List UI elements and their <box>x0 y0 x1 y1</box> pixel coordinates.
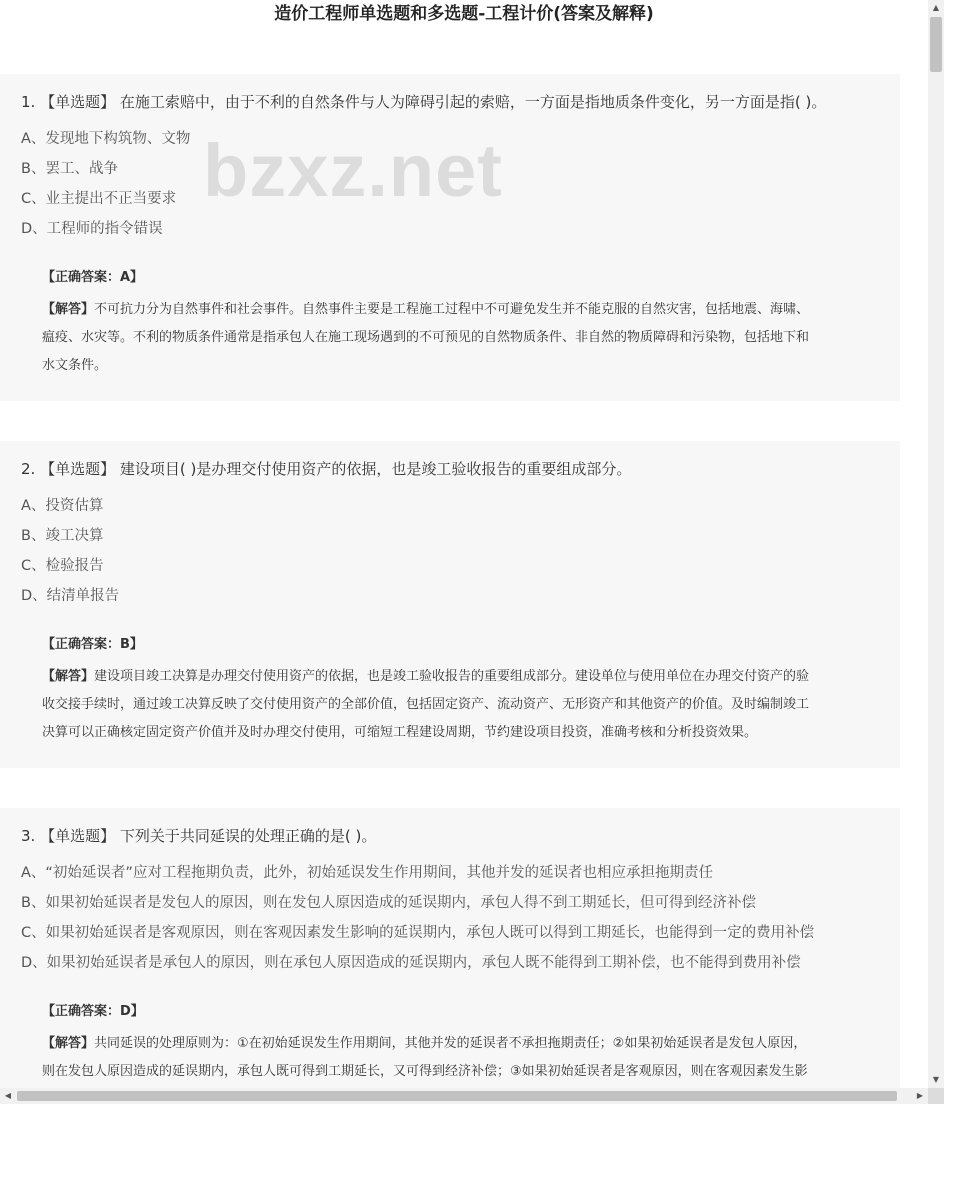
question-header <box>21 458 631 479</box>
explanation-label: 【解答】 <box>42 302 95 317</box>
option-b: B、如果初始延误者是发包人的原因，则在发包人原因造成的延误期内，承包人得不到工期延长，但可得到经济补偿 <box>21 895 756 911</box>
explanation-line: 决算可以正确核定固定资产价值并及时办理交付使用，可缩短工程建设周期，节约建设项目投资，准确考核和分析投资效果。 <box>42 725 758 740</box>
option-a: A、发现地下构筑物、文物 <box>21 131 191 147</box>
scroll-up-arrow-icon[interactable]: ▲ <box>932 3 940 12</box>
option-d: D、结清单报告 <box>21 588 120 604</box>
correct-answer: 【正确答案：B】 <box>42 637 143 652</box>
explanation-line <box>42 1030 872 1058</box>
question-type-tag: 【单选题】 <box>40 827 116 845</box>
vertical-scroll-thumb[interactable] <box>930 17 942 72</box>
question-type-tag: 【单选题】 <box>40 460 116 478</box>
page-title: 造价工程师单选题和多选题-工程计价(答案及解释) <box>274 4 654 24</box>
explanation-text: 共同延误的处理原则为：①在初始延误发生作用期间，其他并发的延误者不承担拖期责任；②如果初始延误者是发包人原因， <box>94 1036 807 1051</box>
explanation-line: 瘟疫、水灾等。不利的物质条件通常是指承包人在施工现场遇到的不可预见的自然物质条件、非自然的物质障碍和污染物，包括地下和 <box>42 330 810 345</box>
option-b: B、罢工、战争 <box>21 161 118 177</box>
question-header <box>21 825 376 846</box>
question-stem: 在施工索赔中，由于不利的自然条件与人为障碍引起的索赔，一方面是指地质条件变化，另一方面是指( )。 <box>119 93 827 111</box>
question-type-tag: 【单选题】 <box>40 93 116 111</box>
question-card <box>0 441 900 768</box>
explanation-line <box>42 663 872 691</box>
question-header <box>21 91 826 112</box>
question-stem: 建设项目( )是办理交付使用资产的依据，也是竣工验收报告的重要组成部分。 <box>119 460 632 478</box>
option-c: C、检验报告 <box>21 558 104 574</box>
scrollbar-corner <box>928 1088 944 1104</box>
question-number: 1. <box>21 93 36 111</box>
option-d: D、如果初始延误者是承包人的原因，则在承包人原因造成的延误期内，承包人既不能得到工期补偿，也不能得到费用补偿 <box>21 955 801 971</box>
option-a: A、投资估算 <box>21 498 104 514</box>
explanation-label: 【解答】 <box>42 1036 95 1051</box>
correct-answer: 【正确答案：A】 <box>42 270 144 285</box>
option-b: B、竣工决算 <box>21 528 104 544</box>
correct-answer: 【正确答案：D】 <box>42 1004 144 1019</box>
watermark: bzxz.net <box>203 129 503 212</box>
explanation-line: 收交接手续时，通过竣工决算反映了交付使用资产的全部价值，包括固定资产、流动资产、无形资产和其他资产的价值。及时编制竣工 <box>42 697 810 712</box>
explanation <box>42 663 872 747</box>
explanation <box>42 296 872 380</box>
question-number: 2. <box>21 460 36 478</box>
option-a: A、“初始延误者”应对工程拖期负责，此外，初始延误发生作用期间，其他并发的延误者也相应承担拖期责任 <box>21 865 713 881</box>
option-c: C、业主提出不正当要求 <box>21 191 177 207</box>
explanation-line: 水文条件。 <box>42 358 108 373</box>
horizontal-scrollbar[interactable] <box>0 1088 928 1104</box>
scroll-right-arrow-icon[interactable]: ▶ <box>916 1091 924 1100</box>
explanation-line: 则在发包人原因造成的延误期内，承包人既可得到工期延长，又可得到经济补偿；③如果初始延误者是客观原因，则在客观因素发生影 <box>42 1064 808 1079</box>
question-stem: 下列关于共同延误的处理正确的是( )。 <box>119 827 377 845</box>
option-c: C、如果初始延误者是客观原因，则在客观因素发生影响的延误期内，承包人既可以得到工期延长，也能得到一定的费用补偿 <box>21 925 815 941</box>
question-card <box>0 74 900 401</box>
explanation-text: 建设项目竣工决算是办理交付使用资产的依据，也是竣工验收报告的重要组成部分。建设单位与使用单位在办理交付资产的验 <box>94 669 810 684</box>
question-card <box>0 808 900 1088</box>
explanation-label: 【解答】 <box>42 669 95 684</box>
explanation-text: 不可抗力分为自然事件和社会事件。自然事件主要是工程施工过程中不可避免发生并不能克服的自然灾害，包括地震、海啸、 <box>94 302 810 317</box>
vertical-scrollbar[interactable] <box>928 0 944 1088</box>
scroll-left-arrow-icon[interactable]: ◀ <box>4 1091 12 1100</box>
explanation-line <box>42 296 872 324</box>
scroll-down-arrow-icon[interactable]: ▼ <box>932 1075 940 1084</box>
option-d: D、工程师的指令错误 <box>21 221 163 237</box>
horizontal-scroll-thumb[interactable] <box>17 1091 897 1101</box>
question-number: 3. <box>21 827 36 845</box>
explanation <box>42 1030 872 1086</box>
